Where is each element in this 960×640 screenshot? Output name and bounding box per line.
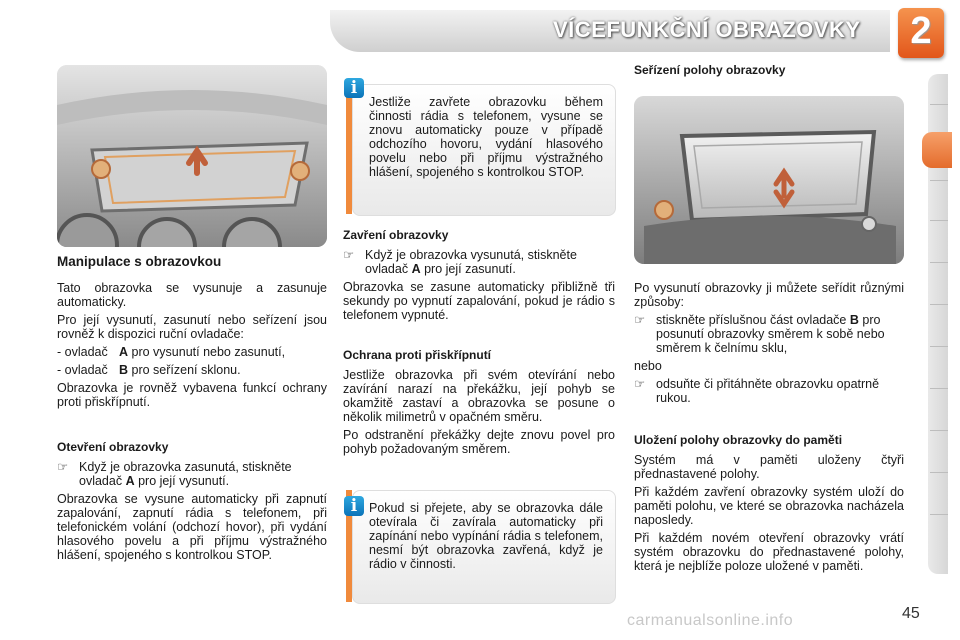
control-key-b: B: [119, 363, 129, 377]
dashboard-photo-right: [634, 96, 904, 264]
tab-divider: [930, 430, 948, 431]
left-column-open: [57, 440, 327, 566]
info-box-bottom: [352, 490, 616, 604]
bullet-text-pre: Když je obrazovka vysunutá, stiskněte ovladač: [365, 248, 577, 276]
list-item-body: pro vysunutí nebo zasunutí,: [131, 345, 286, 359]
tab-divider: [930, 304, 948, 305]
list-item-control-b: [57, 363, 327, 377]
pointer-hand-icon: ☞: [57, 460, 69, 474]
tab-divider: [930, 388, 948, 389]
paragraph: Obrazovka se vysune automaticky při zapnutí zapalování, zapnutí rádia s telefonem, při telefonickém volání (odchozí hovor), při vydání hlasového povelu a při příjmu výstražného hlášení, spojeného s kontrolkou STOP.: [57, 492, 327, 562]
paragraph: Systém má v paměti uloženy čtyři přednastavené polohy.: [634, 453, 904, 481]
bullet-text-post: pro její zasunutí.: [424, 262, 516, 276]
chapter-number: 2: [910, 10, 932, 52]
info-box-top: [352, 84, 616, 216]
control-key-a: A: [411, 262, 421, 276]
list-item-prefix: - ovladač: [57, 345, 108, 359]
list-item-prefix: - ovladač: [57, 363, 108, 377]
bullet-item-press: [634, 313, 904, 355]
screen-raised-illustration: [634, 96, 904, 264]
bullet-text-pre: Když je obrazovka zasunutá, stiskněte ovladač: [79, 460, 292, 488]
info-icon: i: [344, 78, 364, 98]
paragraph-or: nebo: [634, 359, 662, 373]
list-item-text: [119, 345, 327, 359]
bullet-text: odsuňte či přitáhněte obrazovku opatrně rukou.: [656, 377, 880, 405]
control-key-a: A: [119, 345, 129, 359]
pointer-hand-icon: ☞: [634, 377, 646, 391]
tab-divider: [930, 346, 948, 347]
paragraph: Jestliže obrazovka při svém otevírání nebo zavírání narazí na překážku, její pohyb se okamžitě zastaví a obrazovka se posune o několik milimetrů v opačném směru.: [343, 368, 615, 424]
control-key-b: B: [849, 313, 859, 327]
tab-divider: [930, 180, 948, 181]
paragraph: Pro její vysunutí, zasunutí nebo seřízení jsou rovněž k dispozici ruční ovladače:: [57, 313, 327, 341]
bullet-text-post: pro posunutí obrazovky směrem k sobě nebo směrem k čelnímu sklu,: [656, 313, 885, 355]
list-item-text: [119, 363, 327, 377]
info-box-text: Pokud si přejete, aby se obrazovka dále otevírala či zavírala automaticky při zapínání nebo vypínání rádia s telefonem, nesmí být obrazovka zavřená, když je rádio v činnosti.: [369, 501, 603, 571]
info-box-text: Jestliže zavřete obrazovku během činnosti rádia s telefonem, vysune se znovu automaticky pouze v případě odchozího hovoru, vydání hlasového povelu nebo při příjmu výstražného hlášení, spojeného s kontrolkou STOP.: [369, 95, 603, 179]
watermark: carmanualsonline.info: [627, 612, 794, 629]
paragraph: Obrazovka se zasune automaticky přibližně tři sekundy po vypnutí zapalování, pokud je rádio s telefonem vypnuté.: [343, 280, 615, 322]
page-title: VÍCEFUNKČNÍ OBRAZOVKY: [553, 17, 861, 42]
left-column: [57, 255, 327, 413]
dashboard-illustration: [57, 65, 327, 247]
section-heading-memory: Uložení polohy obrazovky do paměti: [634, 433, 843, 447]
page-number: 45: [902, 605, 920, 622]
list-item-control-a: [57, 345, 327, 359]
right-column-memory: [634, 433, 904, 577]
paragraph: Při každém novém otevření obrazovky vrátí systém obrazovku do přednastavené polohy, která je nejblíže poloze uložené v paměti.: [634, 531, 904, 573]
dashboard-photo-left: [57, 65, 327, 247]
tab-divider: [930, 220, 948, 221]
bullet-text: [79, 460, 327, 488]
paragraph: Tato obrazovka se vysunuje a zasunuje automaticky.: [57, 281, 327, 309]
paragraph: Po vysunutí obrazovky ji můžete seřídit různými způsoby:: [634, 281, 904, 309]
section-heading-pinch: Ochrana proti přiskřípnutí: [343, 348, 492, 362]
pointer-hand-icon: ☞: [343, 248, 355, 262]
bullet-text-post: pro její vysunutí.: [138, 474, 230, 488]
section-heading-manipulation: Manipulace s obrazovkou: [57, 254, 222, 269]
tab-divider: [930, 472, 948, 473]
bullet-item-open: [57, 460, 327, 488]
info-icon: i: [344, 496, 364, 516]
bullet-item-move: [634, 377, 904, 405]
paragraph: Po odstranění překážky dejte znovu povel pro pohyb požadovaným směrem.: [343, 428, 615, 456]
tab-divider: [930, 514, 948, 515]
paragraph: Obrazovka je rovněž vybavena funkcí ochrany proti přiskřípnutí.: [57, 381, 327, 409]
bullet-text-pre: stiskněte příslušnou část ovladače: [656, 313, 847, 327]
right-column-heading: [634, 63, 904, 83]
section-heading-open: Otevření obrazovky: [57, 440, 169, 454]
bullet-text: [656, 313, 904, 355]
paragraph: Při každém zavření obrazovky systém uloží do paměti polohu, ve které se obrazovka nacházela naposledy.: [634, 485, 904, 527]
middle-column-pinch: [343, 348, 615, 460]
pointer-hand-icon: ☞: [634, 313, 646, 327]
right-column: [634, 281, 904, 409]
section-heading-position: Seřízení polohy obrazovky: [634, 63, 786, 77]
bullet-item-close: [343, 248, 615, 276]
section-heading-close: Zavření obrazovky: [343, 228, 449, 242]
middle-column-close: [343, 228, 615, 326]
tab-divider: [930, 104, 948, 105]
control-key-a: A: [125, 474, 135, 488]
list-item-body: pro seřízení sklonu.: [131, 363, 241, 377]
chapter-tab-active[interactable]: [922, 132, 952, 168]
tab-divider: [930, 262, 948, 263]
bullet-text: [365, 248, 615, 276]
